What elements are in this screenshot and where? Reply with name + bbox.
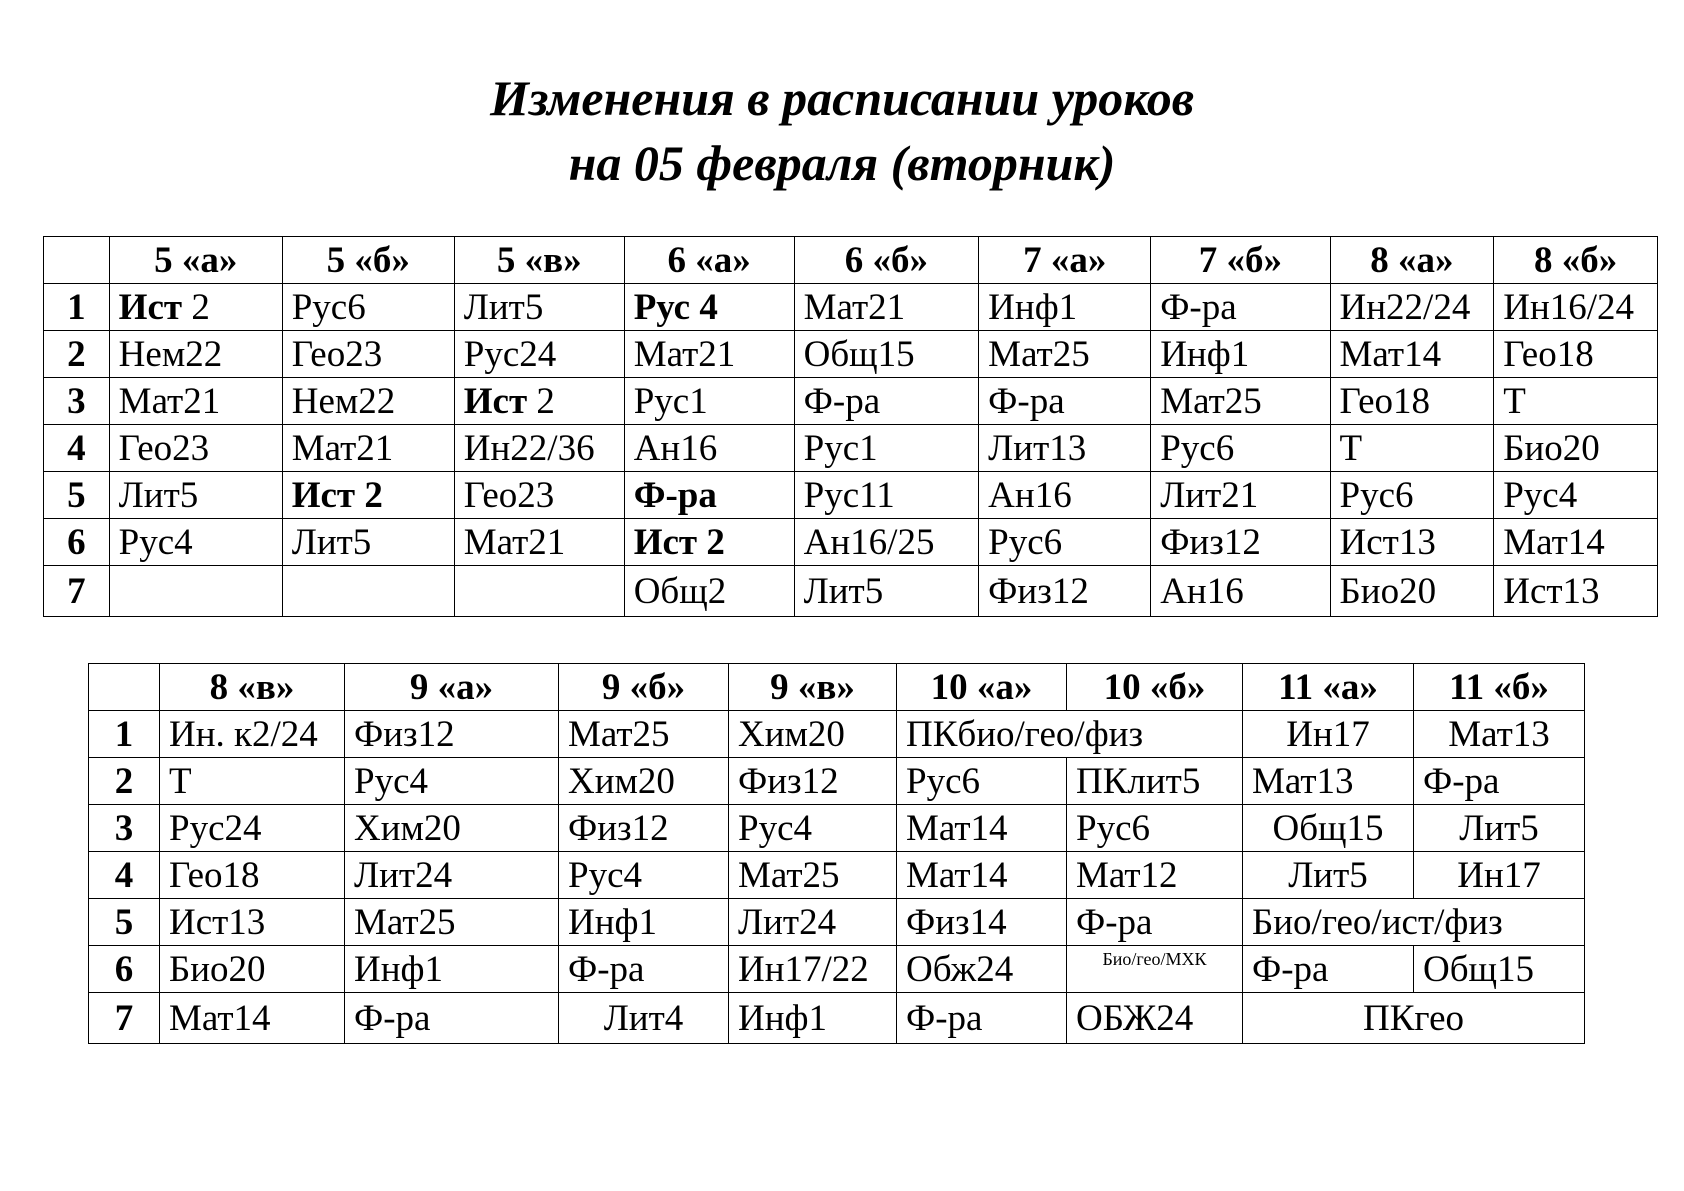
lesson-cell: Гео18 bbox=[160, 852, 345, 899]
lesson-cell: Ист13 bbox=[160, 899, 345, 946]
lesson-number: 7 bbox=[44, 566, 110, 617]
lesson-subject: Ист bbox=[118, 286, 183, 328]
lesson-cell: Ан16 bbox=[624, 425, 794, 472]
lesson-room: 2 bbox=[182, 286, 210, 328]
lesson-cell: Общ2 bbox=[624, 566, 794, 617]
table-row bbox=[44, 566, 1658, 617]
lesson-cell: Мат14 bbox=[897, 805, 1067, 852]
lesson-cell: Рус 4 bbox=[624, 284, 794, 331]
lesson-cell: Гео18 bbox=[1330, 378, 1494, 425]
lesson-cell bbox=[454, 566, 624, 617]
lesson-cell: Био20 bbox=[160, 946, 345, 993]
lesson-cell: Рус1 bbox=[794, 425, 979, 472]
lesson-cell: Рус6 bbox=[1151, 425, 1330, 472]
lesson-room: 2 bbox=[527, 380, 555, 422]
class-header: 9 «в» bbox=[729, 664, 897, 711]
lesson-cell: Т bbox=[1330, 425, 1494, 472]
class-header: 6 «а» bbox=[624, 237, 794, 284]
table-row bbox=[44, 284, 1658, 331]
lesson-cell: Ист 2 bbox=[624, 519, 794, 566]
lesson-cell: Хим20 bbox=[559, 758, 729, 805]
lesson-cell: Ин22/24 bbox=[1330, 284, 1494, 331]
lesson-cell: Ф-ра bbox=[1151, 284, 1330, 331]
lesson-cell-merged: ПКбио/гео/физ bbox=[897, 711, 1243, 758]
class-header: 11 «б» bbox=[1414, 664, 1585, 711]
lesson-cell: Ф-ра bbox=[624, 472, 794, 519]
lesson-cell: Обж24 bbox=[897, 946, 1067, 993]
lesson-cell: Хим20 bbox=[729, 711, 897, 758]
page-title-line-1: Изменения в расписании уроков bbox=[489, 70, 1195, 126]
lesson-cell: Лит5 bbox=[282, 519, 454, 566]
lesson-cell: Ин22/36 bbox=[454, 425, 624, 472]
lesson-cell: Нем22 bbox=[109, 331, 282, 378]
lesson-cell: Рус4 bbox=[729, 805, 897, 852]
class-header: 6 «б» bbox=[794, 237, 979, 284]
lesson-cell: Физ14 bbox=[897, 899, 1067, 946]
lesson-cell: Мат14 bbox=[160, 993, 345, 1044]
class-header: 9 «а» bbox=[345, 664, 559, 711]
lesson-cell: Мат13 bbox=[1414, 711, 1585, 758]
lesson-cell: ОБЖ24 bbox=[1067, 993, 1243, 1044]
lesson-cell: Физ12 bbox=[559, 805, 729, 852]
lesson-cell: Мат21 bbox=[282, 425, 454, 472]
schedule-table-grades-5-8 bbox=[43, 236, 1658, 617]
table-row bbox=[44, 472, 1658, 519]
class-header: 8 «в» bbox=[160, 664, 345, 711]
lesson-cell: Ист 2 bbox=[282, 472, 454, 519]
lesson-cell: Мат25 bbox=[729, 852, 897, 899]
lesson-cell: Общ15 bbox=[1414, 946, 1585, 993]
lesson-cell: Хим20 bbox=[345, 805, 559, 852]
lesson-cell: Мат21 bbox=[624, 331, 794, 378]
lesson-cell-merged: Био/гео/ист/физ bbox=[1243, 899, 1585, 946]
lesson-cell: Лит5 bbox=[1414, 805, 1585, 852]
corner-cell bbox=[89, 664, 160, 711]
lesson-cell: Био20 bbox=[1330, 566, 1494, 617]
lesson-cell: Рус4 bbox=[1494, 472, 1658, 519]
lesson-cell: Ф-ра bbox=[979, 378, 1151, 425]
lesson-number: 1 bbox=[44, 284, 110, 331]
lesson-cell bbox=[109, 566, 282, 617]
lesson-cell: Инф1 bbox=[559, 899, 729, 946]
lesson-subject: Ист bbox=[463, 380, 528, 422]
lesson-cell: Лит21 bbox=[1151, 472, 1330, 519]
lesson-cell: Т bbox=[1494, 378, 1658, 425]
lesson-cell: Ист13 bbox=[1330, 519, 1494, 566]
lesson-cell: Лит5 bbox=[794, 566, 979, 617]
lesson-cell: Рус24 bbox=[454, 331, 624, 378]
class-header: 11 «а» bbox=[1243, 664, 1414, 711]
lesson-cell: Лит13 bbox=[979, 425, 1151, 472]
lesson-cell: Ан16 bbox=[979, 472, 1151, 519]
table-row bbox=[44, 331, 1658, 378]
class-header: 7 «б» bbox=[1151, 237, 1330, 284]
lesson-cell: Нем22 bbox=[282, 378, 454, 425]
lesson-cell: Ин. к2/24 bbox=[160, 711, 345, 758]
lesson-cell: Гео23 bbox=[454, 472, 624, 519]
lesson-cell: Физ12 bbox=[729, 758, 897, 805]
lesson-cell: Ф-ра bbox=[559, 946, 729, 993]
lesson-cell: Рус6 bbox=[282, 284, 454, 331]
lesson-cell: Гео23 bbox=[109, 425, 282, 472]
class-header: 5 «в» bbox=[454, 237, 624, 284]
lesson-cell: Рус1 bbox=[624, 378, 794, 425]
lesson-cell: Ин16/24 bbox=[1494, 284, 1658, 331]
table-row bbox=[44, 425, 1658, 472]
lesson-cell: Инф1 bbox=[345, 946, 559, 993]
table-row bbox=[89, 946, 1585, 993]
lesson-cell: Ин17/22 bbox=[729, 946, 897, 993]
lesson-number: 6 bbox=[44, 519, 110, 566]
lesson-cell-merged: ПКгео bbox=[1243, 993, 1585, 1044]
table-row bbox=[89, 852, 1585, 899]
lesson-cell: Т bbox=[160, 758, 345, 805]
table-header-row bbox=[44, 237, 1658, 284]
lesson-cell: Мат21 bbox=[109, 378, 282, 425]
lesson-cell: Рус4 bbox=[345, 758, 559, 805]
lesson-number: 5 bbox=[44, 472, 110, 519]
table-row bbox=[89, 993, 1585, 1044]
lesson-cell: Рус6 bbox=[1330, 472, 1494, 519]
lesson-cell: Гео18 bbox=[1494, 331, 1658, 378]
lesson-cell: Рус6 bbox=[979, 519, 1151, 566]
class-header: 10 «б» bbox=[1067, 664, 1243, 711]
lesson-cell: Мат14 bbox=[897, 852, 1067, 899]
lesson-cell: Инф1 bbox=[1151, 331, 1330, 378]
table-row bbox=[89, 899, 1585, 946]
table-header-row bbox=[89, 664, 1585, 711]
lesson-cell: Физ12 bbox=[1151, 519, 1330, 566]
lesson-cell: Рус6 bbox=[1067, 805, 1243, 852]
lesson-cell: Лит5 bbox=[454, 284, 624, 331]
lesson-number: 2 bbox=[44, 331, 110, 378]
lesson-cell: Ф-ра bbox=[345, 993, 559, 1044]
table-row bbox=[89, 758, 1585, 805]
lesson-number: 7 bbox=[89, 993, 160, 1044]
lesson-cell: Рус4 bbox=[109, 519, 282, 566]
lesson-cell: Рус4 bbox=[559, 852, 729, 899]
class-header: 9 «б» bbox=[559, 664, 729, 711]
lesson-cell: Мат21 bbox=[454, 519, 624, 566]
lesson-cell: Ист13 bbox=[1494, 566, 1658, 617]
lesson-number: 2 bbox=[89, 758, 160, 805]
lesson-cell: Мат25 bbox=[979, 331, 1151, 378]
lesson-cell bbox=[282, 566, 454, 617]
lesson-number: 4 bbox=[89, 852, 160, 899]
lesson-cell: Лит5 bbox=[1243, 852, 1414, 899]
lesson-cell: Физ12 bbox=[345, 711, 559, 758]
table-row bbox=[89, 805, 1585, 852]
lesson-cell: Ан16 bbox=[1151, 566, 1330, 617]
lesson-cell: Рус24 bbox=[160, 805, 345, 852]
corner-cell bbox=[44, 237, 110, 284]
lesson-cell: Мат12 bbox=[1067, 852, 1243, 899]
class-header: 5 «а» bbox=[109, 237, 282, 284]
class-header: 8 «б» bbox=[1494, 237, 1658, 284]
lesson-cell: Инф1 bbox=[729, 993, 897, 1044]
lesson-cell: Мат25 bbox=[1151, 378, 1330, 425]
table-row bbox=[44, 378, 1658, 425]
lesson-cell: Рус6 bbox=[897, 758, 1067, 805]
lesson-cell: Био20 bbox=[1494, 425, 1658, 472]
class-header: 7 «а» bbox=[979, 237, 1151, 284]
lesson-number: 3 bbox=[89, 805, 160, 852]
class-header: 8 «а» bbox=[1330, 237, 1494, 284]
lesson-cell: Рус11 bbox=[794, 472, 979, 519]
lesson-cell: Ф-ра bbox=[1243, 946, 1414, 993]
lesson-cell: Мат13 bbox=[1243, 758, 1414, 805]
schedule-table-grades-8-11 bbox=[88, 663, 1585, 1044]
lesson-cell: ПКлит5 bbox=[1067, 758, 1243, 805]
lesson-cell: Ин17 bbox=[1414, 852, 1585, 899]
lesson-cell: Физ12 bbox=[979, 566, 1151, 617]
lesson-number: 5 bbox=[89, 899, 160, 946]
lesson-cell bbox=[454, 378, 624, 425]
lesson-cell: Ин17 bbox=[1243, 711, 1414, 758]
lesson-cell: Ф-ра bbox=[897, 993, 1067, 1044]
lesson-number: 4 bbox=[44, 425, 110, 472]
lesson-number: 3 bbox=[44, 378, 110, 425]
table-row bbox=[89, 711, 1585, 758]
lesson-cell: Ан16/25 bbox=[794, 519, 979, 566]
lesson-cell: Мат25 bbox=[559, 711, 729, 758]
lesson-cell bbox=[109, 284, 282, 331]
class-header: 5 «б» bbox=[282, 237, 454, 284]
lesson-cell: Общ15 bbox=[794, 331, 979, 378]
lesson-cell: Ф-ра bbox=[1414, 758, 1585, 805]
class-header: 10 «а» bbox=[897, 664, 1067, 711]
lesson-cell: Инф1 bbox=[979, 284, 1151, 331]
lesson-cell: Общ15 bbox=[1243, 805, 1414, 852]
lesson-cell: Мат21 bbox=[794, 284, 979, 331]
lesson-cell: Лит5 bbox=[109, 472, 282, 519]
lesson-cell: Ф-ра bbox=[1067, 899, 1243, 946]
lesson-number: 1 bbox=[89, 711, 160, 758]
lesson-cell: Гео23 bbox=[282, 331, 454, 378]
lesson-number: 6 bbox=[89, 946, 160, 993]
table-row bbox=[44, 519, 1658, 566]
lesson-cell: Ф-ра bbox=[794, 378, 979, 425]
lesson-cell: Лит4 bbox=[559, 993, 729, 1044]
lesson-cell: Лит24 bbox=[729, 899, 897, 946]
lesson-cell: Мат25 bbox=[345, 899, 559, 946]
lesson-cell: Био/гео/МХК bbox=[1067, 946, 1243, 993]
lesson-cell: Лит24 bbox=[345, 852, 559, 899]
lesson-cell: Мат14 bbox=[1330, 331, 1494, 378]
lesson-cell: Мат14 bbox=[1494, 519, 1658, 566]
page-title-line-2: на 05 февраля (вторник) bbox=[568, 135, 1116, 191]
